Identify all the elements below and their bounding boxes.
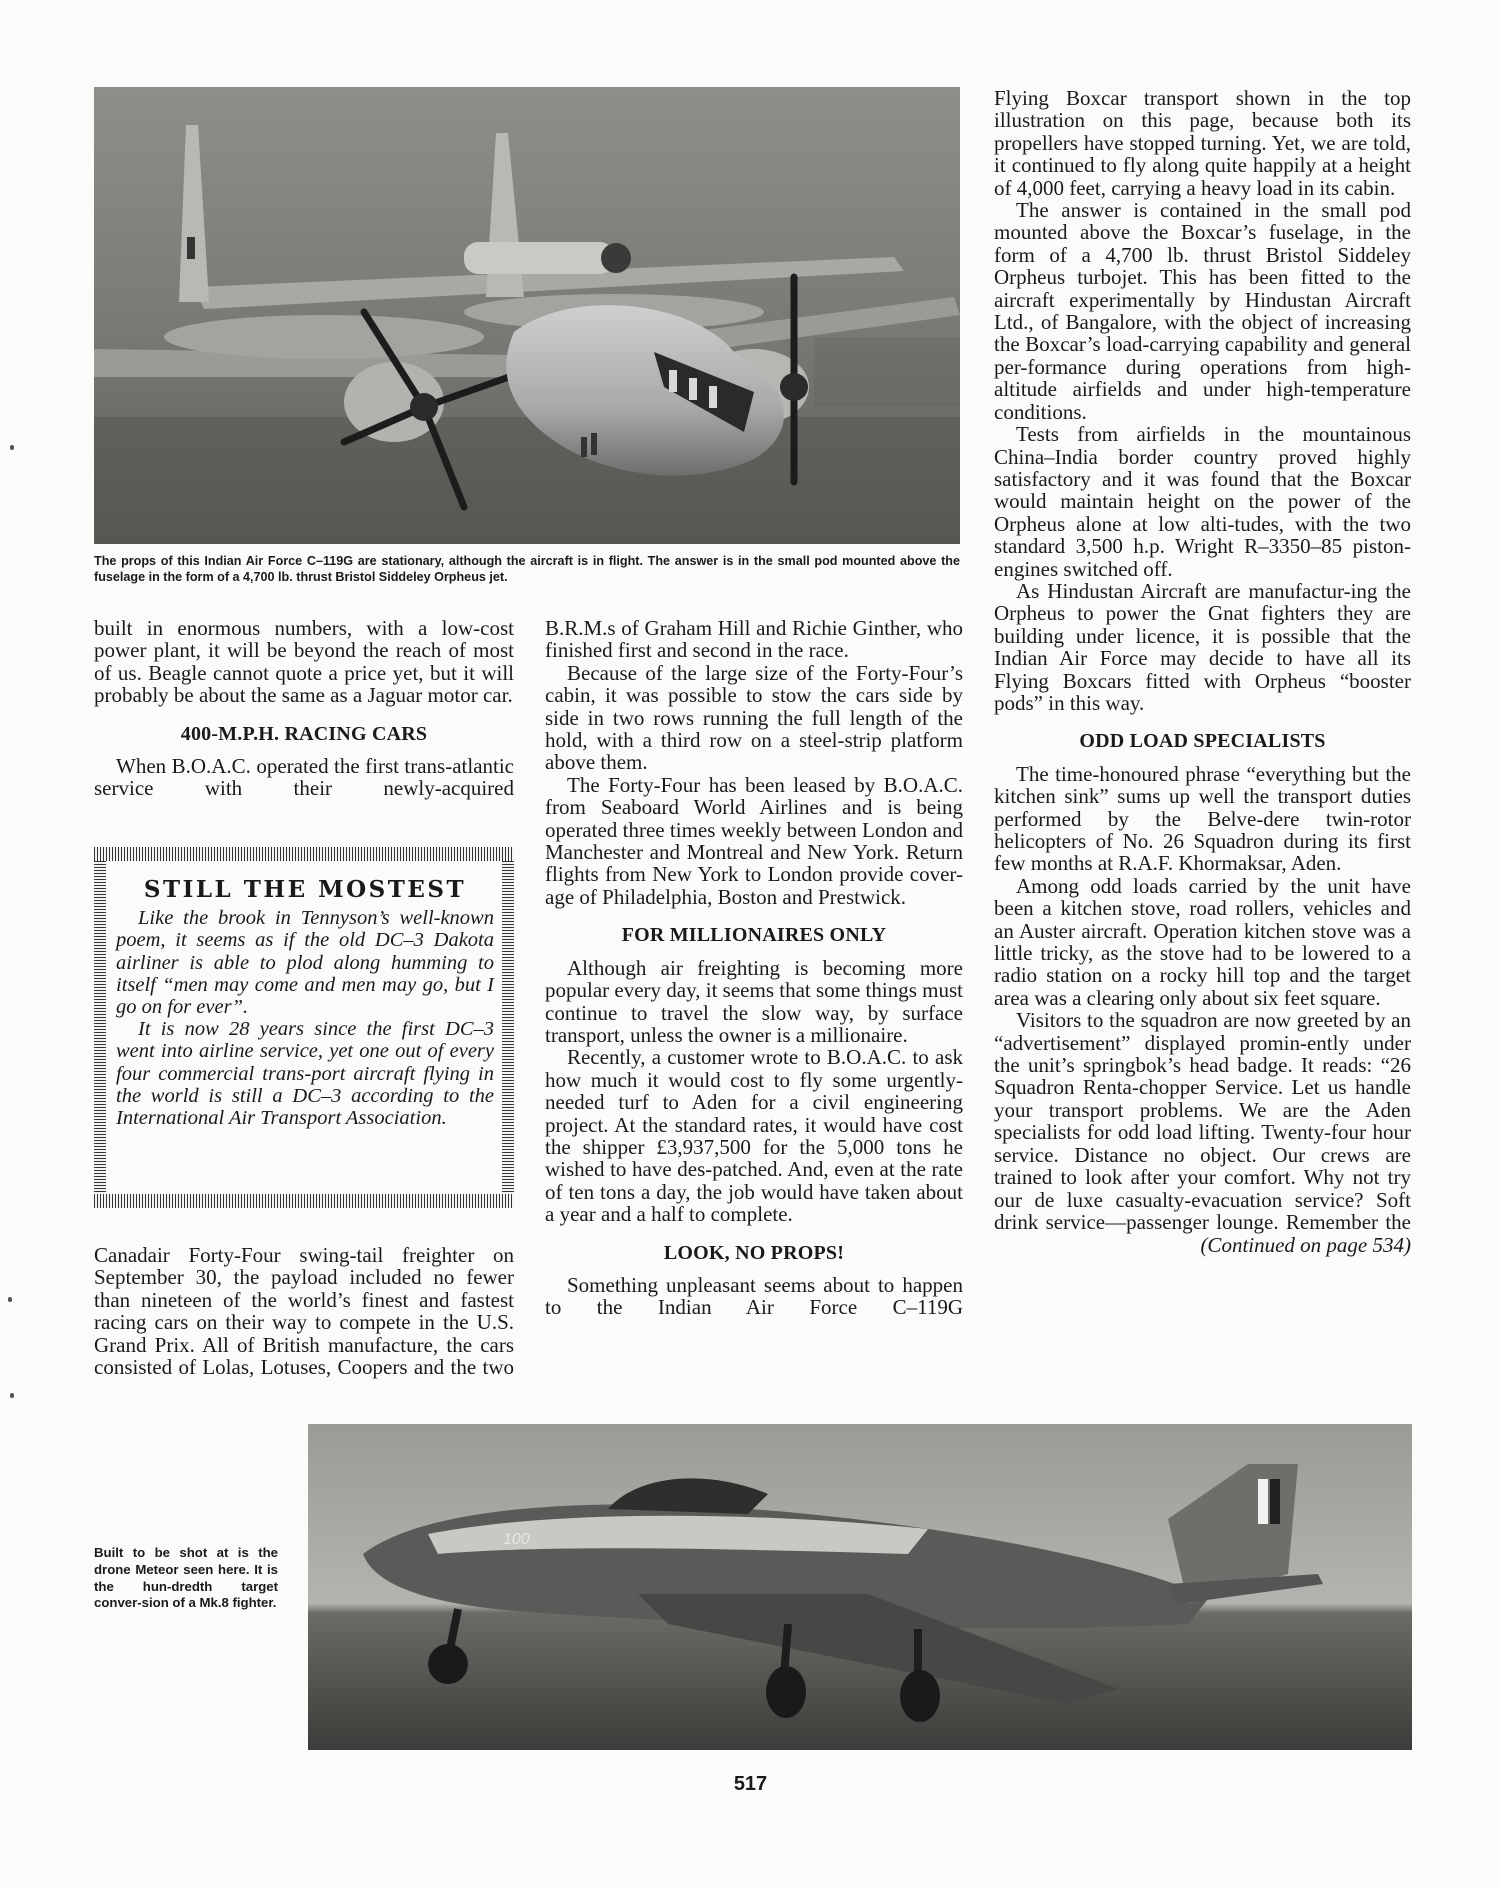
boxcar-photo-caption: The props of this Indian Air Force C–119G are stationary, although the aircraft is in flight. The answer is in the small pod mounted above the fuselage in the form of a 4,700 lb. thrust Bristol Siddeley Orpheus jet. xyxy=(94,554,960,584)
boxcar-photo xyxy=(94,87,960,544)
col2-para-6: Something unpleasant seems about to happen to the Indian Air Force C–119G xyxy=(545,1272,963,1320)
meteor-photo xyxy=(308,1424,1412,1750)
still-the-mostest-boxout xyxy=(94,847,514,1208)
column-3 xyxy=(994,87,1411,1257)
column-1 xyxy=(94,617,514,800)
heading-look-no-props: LOOK, NO PROPS! xyxy=(663,1241,845,1264)
col1-para-3: Canadair Forty-Four swing-tail freighter on September 30, the payload included no fewer than nineteen of the world’s finest and fastest racing cars on their way to compete in the U.S. Grand Prix. All of British manufacture, the cars consisted of Lolas, Lotuses, Coopers and the two xyxy=(94,1243,514,1380)
boxout-title: STILL THE MOSTEST xyxy=(143,876,467,903)
column-1-continued xyxy=(94,1244,514,1378)
col2-para-4: Although air freighting is becoming more popular every day, it seems that some things must continue to travel the slow way, by surface transport, unless the owner is a millionaire. xyxy=(545,955,963,1047)
boxout-top-rule xyxy=(94,847,514,861)
col3-para-1: Flying Boxcar transport shown in the top illustration on this page, because both its propellers have stopped turning. Yet, we are told, it continued to fly along quite happily at a height of 4,000 feet, carrying a heavy load in its cabin. xyxy=(994,86,1411,200)
col2-para-3: The Forty-Four has been leased by B.O.A.C. from Seaboard World Airlines and is being operated three times weekly between London and Manchester and Montreal and New York. Return flights from New York to London provide cover-age of Philadelphia, Boston and Prestwick. xyxy=(545,772,963,909)
col3-para-4: As Hindustan Aircraft are manufactur-ing the Orpheus to power the Gnat fighters they are building under licence, it is possible that the Indian Air Force may decide to have all its Flying Boxcars fitted with Orpheus “booster pods” in this way. xyxy=(994,578,1411,715)
col2-para-5: Recently, a customer wrote to B.O.A.C. to ask how much it would cost to fly some urgently-needed turf to Aden for a civil engineering project. At the standard rates, it would have cost the shipper £3,937,500 for the 5,000 tons he wished to have des-patched. And, even at the rate of ten tons a day, the job would have taken about a year and a half to complete. xyxy=(545,1045,963,1227)
continued-note: (Continued on page 534) xyxy=(1200,1233,1411,1258)
heading-racing-cars: 400-M.P.H. RACING CARS xyxy=(180,722,428,745)
page-number: 517 xyxy=(733,1773,768,1795)
col3-para-5: The time-honoured phrase “everything but the kitchen sink” sums up well the transport duties performed by the Belve-dere twin-rotor helicopters of No. 26 Squadron during its first few months at R.A.F. Khormaksar, Aden. xyxy=(994,761,1411,876)
heading-odd-load: ODD LOAD SPECIALISTS xyxy=(1079,730,1326,753)
col3-para-6: Among odd loads carried by the unit have been a kitchen stove, road rollers, vehicles and an Auster aircraft. Operation kitchen stove was a little tricky, as the stove had to be lowered to a radio station on a rocky hill top and the target area was a clearing only about six feet square. xyxy=(994,873,1411,1010)
scan-speck xyxy=(10,445,14,450)
col2-para-1: B.R.M.s of Graham Hill and Richie Ginther, who finished first and second in the race. xyxy=(545,616,963,663)
scan-speck xyxy=(10,1393,14,1398)
heading-millionaires: FOR MILLIONAIRES ONLY xyxy=(621,924,887,947)
col1-para-2: When B.O.A.C. operated the first trans-atlantic service with their newly-acquired xyxy=(94,754,514,801)
scan-speck xyxy=(8,1297,12,1302)
boxout-right-rule xyxy=(502,861,514,1194)
boxout-content xyxy=(116,876,494,1130)
col2-para-2: Because of the large size of the Forty-Four’s cabin, it was possible to stow the cars side by side in two rows running the full length of the hold, with a third row on a steel-strip platform above them. xyxy=(545,660,963,775)
boxout-para-2: It is now 28 years since the first DC–3 went into airline service, yet one out of every four commercial trans-port aircraft flying in the world is still a DC–3 according to the International Air Transport Association. xyxy=(116,1018,494,1130)
meteor-photo-caption: Built to be shot at is the drone Meteor seen here. It is the hun-dredth target conver-sion of a Mk.8 fighter. xyxy=(94,1545,278,1611)
col3-para-7: Visitors to the squadron are now greeted by an “advertisement” displayed promin-ently under the unit’s springbok’s head badge. It reads: “26 Squadron Renta-chopper Service. Let us handle your transport problems. We are the Aden specialists for odd load lifting. Twenty-four hour service. Distance no object. Our crews are trained to look after your comfort. Why not try our de luxe casualty-evacuation service? Soft drink service—passenger lounge. Remember the xyxy=(994,1008,1411,1234)
col3-para-3: Tests from airfields in the mountainous China–India border country proved highly satisfactory and it was found that the Boxcar would maintain height on the power of the Orpheus alone at low alti-tudes, with the two standard 3,500 h.p. Wright R–3350–85 piston-engines switched off. xyxy=(994,422,1411,581)
meteor-nose-marking: 100 xyxy=(503,1531,530,1548)
boxout-bottom-rule xyxy=(94,1194,514,1208)
column-2 xyxy=(545,617,963,1319)
boxout-para-1: Like the brook in Tennyson’s well-known poem, it seems as if the old DC–3 Dakota airliner is able to plod along humming to itself “men may come and men may go, but I go on for ever”. xyxy=(116,907,494,1019)
boxout-left-rule xyxy=(94,861,106,1194)
col1-para-1: built in enormous numbers, with a low-cost power plant, it will be beyond the reach of most of us. Beagle cannot quote a price yet, but it will probably be about the same as a Jaguar motor car. xyxy=(94,616,514,708)
col3-para-2: The answer is contained in the small pod mounted above the Boxcar’s fuselage, in the form of a 4,700 lb. thrust Bristol Siddeley Orpheus turbojet. This has been fitted to the aircraft experimentally by Hindustan Aircraft Ltd., of Bangalore, with the object of increasing the Boxcar’s load-carrying capability and general per-formance during operations from high-altitude airfields and under high-temperature conditions. xyxy=(994,198,1411,424)
